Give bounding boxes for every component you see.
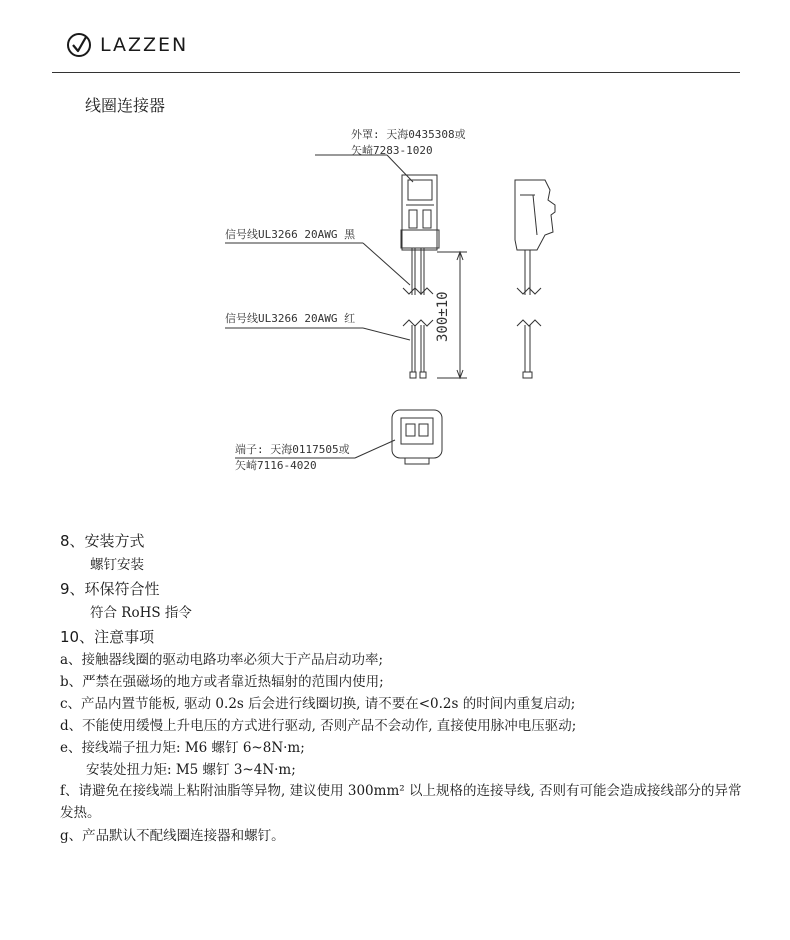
brand-logo [66,32,188,58]
installation-heading: 8、安装方式 [60,532,145,550]
connector-technical-drawing [215,120,575,490]
note-a: a、接触器线圈的驱动电路功率必须大于产品启动功率; [60,652,384,668]
terminal-label-2: 矢崎7116-4020 [235,459,317,472]
coil-connector-title: 线圈连接器 [85,96,166,115]
length-dimension-label: 300±10 [435,291,451,342]
notes-heading: 10、注意事项 [60,628,155,646]
wire-black-label: 信号线UL3266 20AWG 黑 [225,228,356,241]
header-divider [52,72,740,73]
note-g: g、产品默认不配线圈连接器和螺钉。 [60,828,285,844]
rohs-body: 符合 RoHS 指令 [90,605,192,621]
connector-drawing [215,120,575,490]
wire-red-label: 信号线UL3266 20AWG 红 [225,312,356,325]
note-b: b、严禁在强磁场的地方或者靠近热辐射的范围内使用; [60,674,384,690]
terminal-label-1: 端子: 天海0117505或 [235,443,350,456]
shell-label-2: 矢崎7283-1020 [351,144,433,157]
logo-mark-icon [66,32,92,58]
shell-label-1: 外罩: 天海0435308或 [351,128,466,141]
page-header [0,0,790,75]
note-f: f、请避免在接线端上粘附油脂等异物, 建议使用 300mm² 以上规格的连接导线, 否则有可能会造成接线部分的异常发热。 [60,783,742,821]
note-d: d、不能使用缓慢上升电压的方式进行驱动, 否则产品不会动作, 直接使用脉冲电压驱动; [60,718,577,734]
terminal-outline [392,410,442,458]
installation-body: 螺钉安装 [90,557,144,573]
brand-name: LAZZEN [100,34,189,56]
note-e-terminal-torque: e、接线端子扭力矩: M6 螺钉 6~8N·m; [60,740,305,756]
note-e-mount-torque: 安装处扭力矩: M5 螺钉 3~4N·m; [86,762,296,778]
note-c: c、产品内置节能板, 驱动 0.2s 后会进行线圈切换, 请不要在<0.2s 的时间内重复启动; [60,696,576,712]
rohs-heading: 9、环保符合性 [60,580,160,598]
